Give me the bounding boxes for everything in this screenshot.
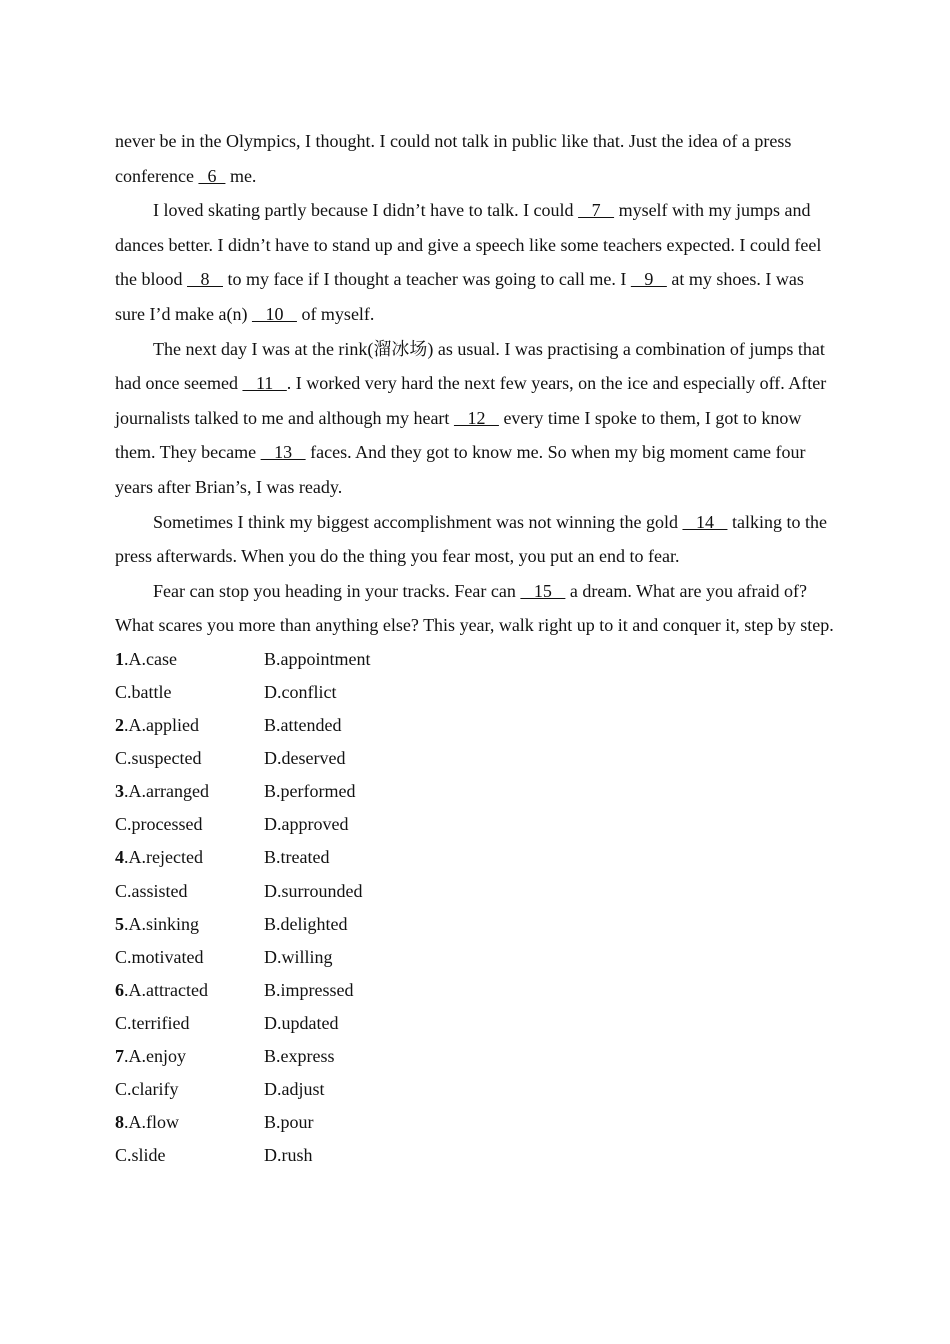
passage-text: at my shoes. I was sure I’d make a(n) <box>115 269 804 324</box>
option-choice <box>264 1040 335 1073</box>
option-text: D.conflict <box>264 682 337 702</box>
question-number: 2 <box>115 715 124 736</box>
passage-text: I loved skating partly because I didn’t have to talk. I could <box>153 200 579 221</box>
option-row <box>115 676 837 709</box>
option-text: B.delighted <box>264 913 348 934</box>
option-choice <box>115 1073 264 1106</box>
option-text: D.deserved <box>264 748 346 769</box>
answer-options <box>115 643 837 1173</box>
option-text: .A.sinking <box>124 913 200 934</box>
passage-text: faces. And they got to know me. So when my big moment came four years after Brian’s, I was ready. <box>115 442 806 497</box>
option-choice <box>264 775 355 808</box>
option-choice <box>115 1106 264 1139</box>
option-choice <box>264 841 329 874</box>
option-text: D.rush <box>264 1145 313 1166</box>
option-row <box>115 1073 837 1106</box>
option-row <box>115 775 837 808</box>
option-row <box>115 875 837 908</box>
option-row <box>115 908 837 941</box>
option-text: .A.case <box>124 648 177 669</box>
option-text: C.clarify <box>115 1079 179 1100</box>
passage-paragraph <box>115 193 837 331</box>
option-choice <box>264 709 341 742</box>
answer-blank: 11 <box>242 373 287 394</box>
option-text: .A.arranged <box>124 781 209 802</box>
passage-text: Sometimes I think my biggest accomplishment was not winning the gold <box>153 511 683 532</box>
answer-blank: 14 <box>682 511 728 532</box>
option-choice <box>115 941 264 974</box>
option-text: C.battle <box>115 682 172 702</box>
option-text: D.approved <box>264 814 349 835</box>
question-number: 4 <box>115 847 124 868</box>
option-text: D.surrounded <box>264 880 363 901</box>
option-choice <box>264 1007 338 1040</box>
option-text: B.pour <box>264 1112 314 1133</box>
option-choice <box>264 643 371 676</box>
option-choice <box>264 1073 325 1106</box>
passage-text: Fear can stop you heading in your tracks. Fear can <box>153 580 521 601</box>
option-choice <box>115 974 264 1007</box>
question-number: 1 <box>115 648 124 669</box>
option-row <box>115 709 837 742</box>
option-row <box>115 1007 837 1040</box>
option-choice <box>264 1139 313 1172</box>
answer-blank: 7 <box>578 200 615 221</box>
option-choice <box>115 709 264 742</box>
answer-blank: 9 <box>630 269 667 290</box>
answer-blank: 10 <box>251 303 297 324</box>
option-text: D.willing <box>264 946 333 967</box>
passage-text: The next day I was at the rink(溜冰场) as usual. I was practising a combination of jumps that had once seemed <box>115 338 825 394</box>
option-text: B.impressed <box>264 979 354 1000</box>
option-text: B.attended <box>264 715 342 736</box>
option-row <box>115 808 837 841</box>
passage-text: a dream. What are you afraid of? What scares you more than anything else? This year, walk right up to it and conquer it, step by step. <box>115 580 834 636</box>
option-text: D.adjust <box>264 1079 325 1100</box>
passage-text: . I worked very hard the next few years, on the ice and especially off. After journalists talked to me and although my heart <box>115 373 827 428</box>
option-text: B.appointment <box>264 648 371 669</box>
question-number: 6 <box>115 979 124 1000</box>
option-choice <box>264 875 362 908</box>
option-row <box>115 1139 837 1172</box>
option-choice <box>115 676 264 709</box>
passage-text: talking to the press afterwards. When you do the thing you fear most, you put an end to fear. <box>115 511 827 567</box>
passage-paragraph <box>115 574 837 643</box>
question-number: 3 <box>115 781 124 802</box>
option-choice <box>264 808 348 841</box>
option-text: B.treated <box>264 847 330 868</box>
option-text: C.slide <box>115 1145 166 1166</box>
option-text: C.assisted <box>115 880 188 901</box>
option-row <box>115 841 837 874</box>
passage-paragraph <box>115 124 837 193</box>
option-choice <box>264 974 354 1007</box>
answer-blank: 15 <box>520 580 566 601</box>
answer-blank: 8 <box>187 269 223 290</box>
option-choice <box>115 841 264 874</box>
option-choice <box>115 1007 264 1040</box>
reading-passage <box>115 124 837 643</box>
option-text: C.terrified <box>115 1012 190 1033</box>
option-choice <box>115 875 264 908</box>
option-text: C.processed <box>115 814 203 835</box>
option-choice <box>115 742 264 775</box>
answer-blank: 6 <box>198 165 226 186</box>
option-choice <box>115 808 264 841</box>
question-number: 7 <box>115 1046 124 1067</box>
answer-blank: 12 <box>453 407 499 428</box>
passage-text: me. <box>225 165 257 186</box>
option-text: B.express <box>264 1046 335 1067</box>
option-choice <box>264 941 333 974</box>
passage-text: to my face if I thought a teacher was going to call me. I <box>223 269 631 290</box>
option-choice <box>115 908 264 941</box>
option-text: .A.flow <box>124 1112 179 1133</box>
passage-text: never be in the Olympics, I thought. I could not talk in public like that. Just the idea of a press conference <box>115 131 792 186</box>
option-text: B.performed <box>264 781 356 802</box>
question-number: 5 <box>115 913 124 934</box>
option-row <box>115 974 837 1007</box>
option-choice <box>264 908 348 941</box>
option-choice <box>115 1040 264 1073</box>
option-text: C.motivated <box>115 946 204 967</box>
option-row <box>115 1106 837 1139</box>
option-text: .A.applied <box>124 715 199 736</box>
passage-text: myself with my jumps and dances better. I didn’t have to stand up and give a speech like some teachers expected. I could feel the blood <box>115 200 822 290</box>
passage-text: of myself. <box>296 303 375 324</box>
answer-blank: 13 <box>260 442 306 463</box>
document-page <box>115 124 837 1172</box>
option-choice <box>264 1106 314 1139</box>
passage-text: every time I spoke to them, I got to know them. They became <box>115 407 802 463</box>
option-text: D.updated <box>264 1012 339 1033</box>
option-text: C.suspected <box>115 748 202 769</box>
option-text: .A.enjoy <box>124 1046 186 1067</box>
option-row <box>115 742 837 775</box>
passage-paragraph <box>115 505 837 574</box>
option-choice <box>264 742 345 775</box>
option-choice <box>115 775 264 808</box>
option-row <box>115 941 837 974</box>
option-text: .A.rejected <box>124 847 203 868</box>
option-row <box>115 643 837 676</box>
passage-paragraph <box>115 332 837 505</box>
option-choice <box>264 676 336 709</box>
option-choice <box>115 643 264 676</box>
option-text: .A.attracted <box>124 979 208 1000</box>
option-row <box>115 1040 837 1073</box>
option-choice <box>115 1139 264 1172</box>
question-number: 8 <box>115 1112 124 1133</box>
